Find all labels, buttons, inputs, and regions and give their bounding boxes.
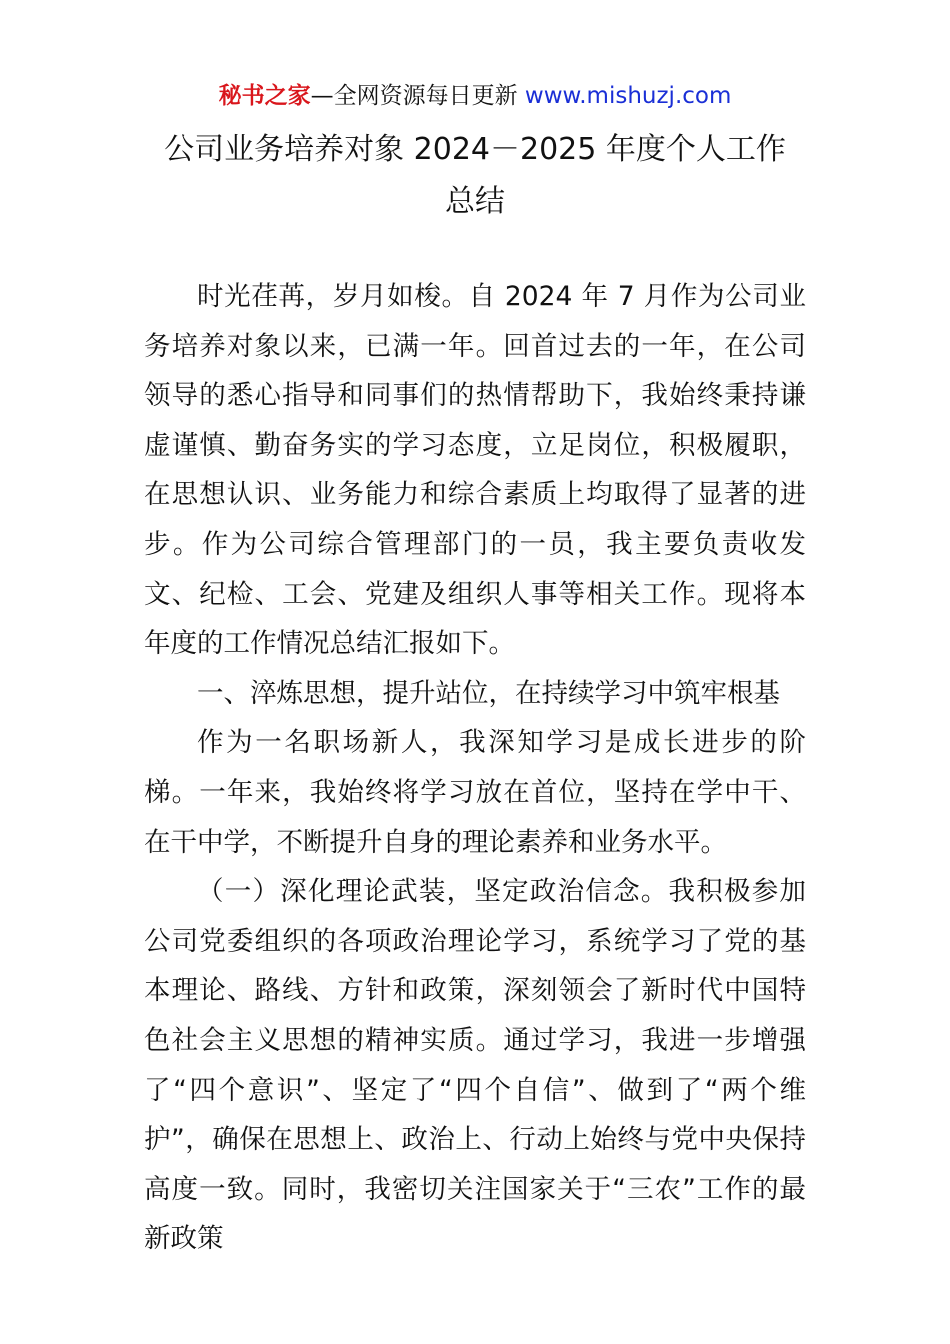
document-title (144, 124, 806, 228)
site-header (0, 80, 950, 112)
intro-paragraph: 时光荏苒，岁月如梭。自 2024 年 7 月作为公司业务培养对象以来，已满一年。回首过去的一年，在公司领导的悉心指导和同事们的热情帮助下，我始终秉持谦虚谨慎、勤奋务实的学习态度，立足岗位，积极履职，在思想认识、业务能力和综合素质上均取得了显著的进步。作为公司综合管理部门的一员，我主要负责收发文、纪检、工会、党建及组织人事等相关工作。现将本年度的工作情况总结汇报如下。 (144, 281, 806, 660)
section-heading-1: 一、淬炼思想，提升站位，在持续学习中筑牢根基 (197, 677, 780, 709)
section-1-paragraph: 作为一名职场新人，我深知学习是成长进步的阶梯。一年来，我始终将学习放在首位，坚持在学中干、在干中学，不断提升自身的理论素养和业务水平。 (144, 727, 806, 858)
subsection-1-paragraph: （一）深化理论武装，坚定政治信念。我积极参加公司党委组织的各项政治理论学习，系统学习了党的基本理论、路线、方针和政策，深刻领会了新时代中国特色社会主义思想的精神实质。通过学习，我进一步增强了“四个意识”、坚定了“四个自信”、做到了“两个维护”，确保在思想上、政治上、行动上始终与党中央保持高度一致。同时，我密切关注国家关于“三农”工作的最新政策 (144, 876, 806, 1255)
header-slogan: —全网资源每日更新 (310, 83, 518, 109)
brand-name: 秘书之家 (218, 83, 311, 109)
document-body (144, 272, 806, 1264)
title-line-2: 总结 (445, 184, 505, 219)
title-line-1: 公司业务培养对象 2024－2025 年度个人工作 (164, 132, 786, 167)
site-url[interactable]: www.mishuzj.com (524, 83, 732, 109)
